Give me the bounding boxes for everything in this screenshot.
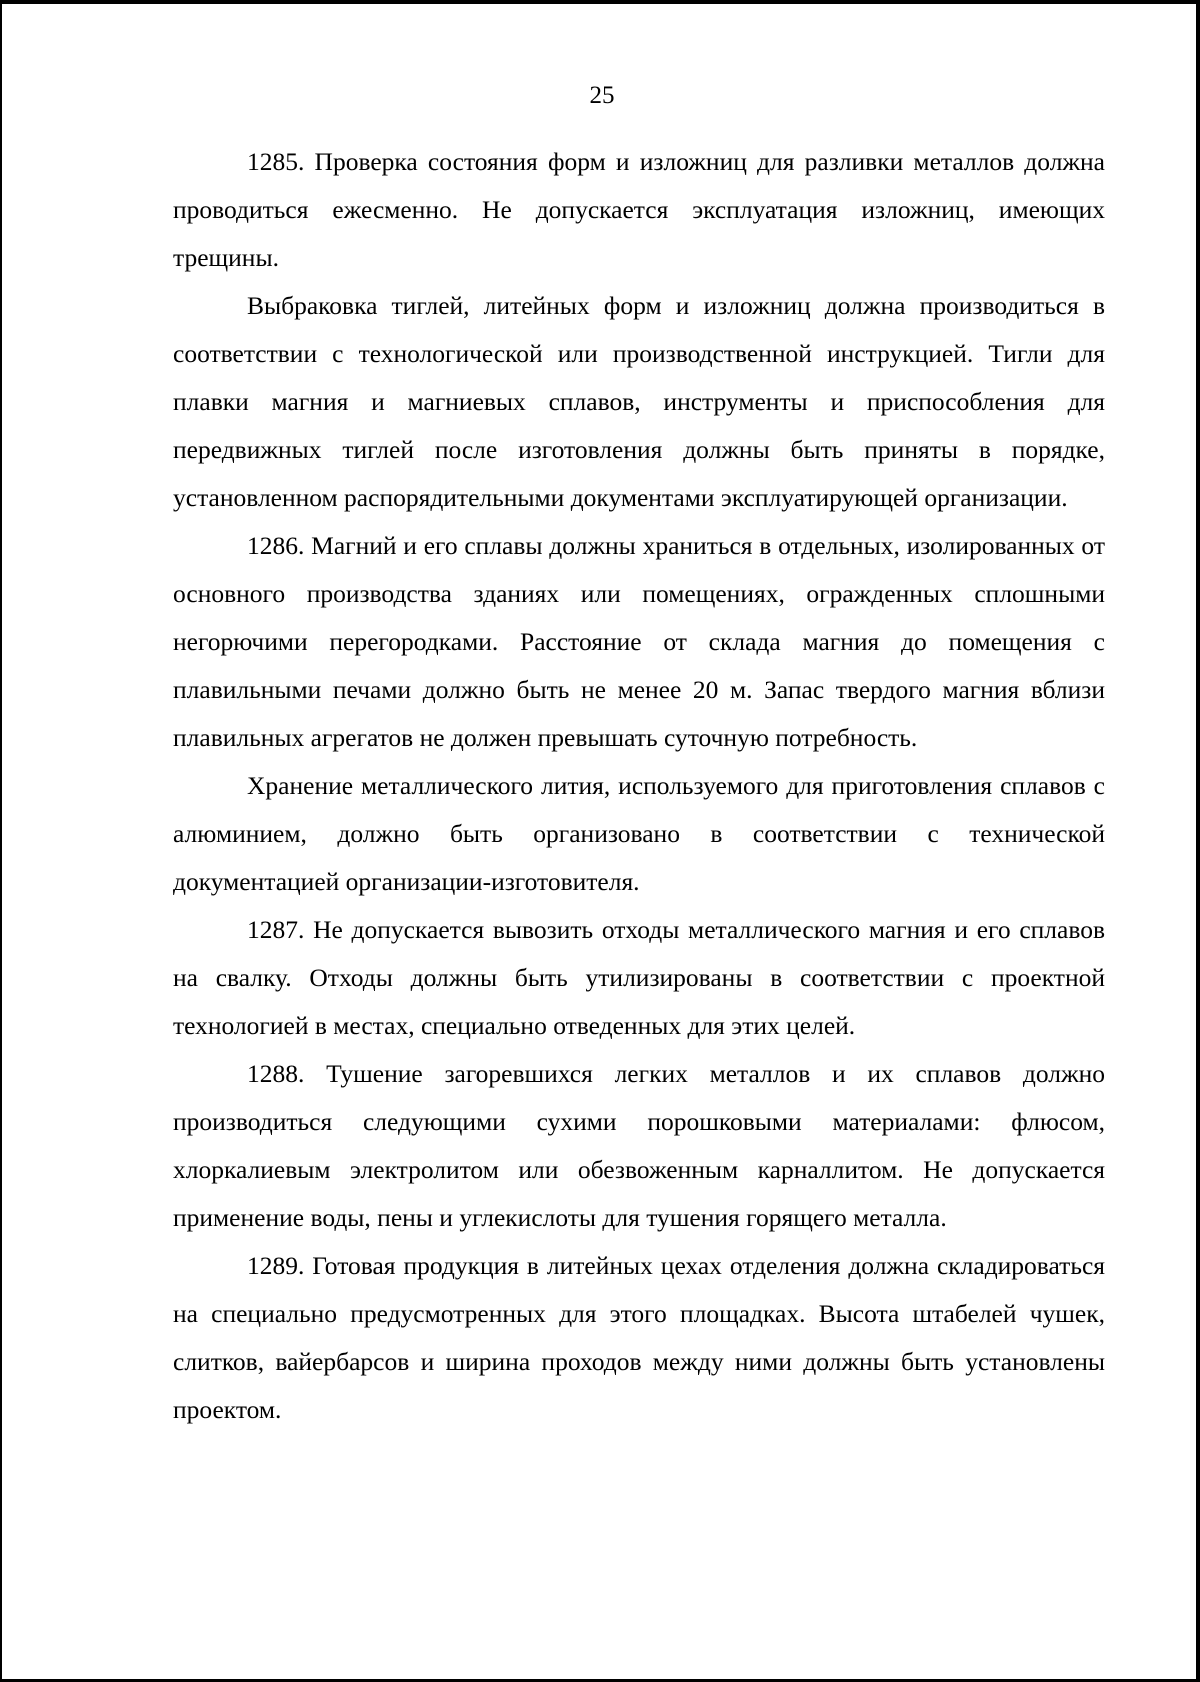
paragraph-1285: 1285. Проверка состояния форм и изложниц для разливки металлов должна проводиться ежесменно. Не допускается эксплуатация изложниц, имеющих трещины. <box>173 147 1105 272</box>
document-body <box>173 138 1105 1434</box>
paragraph-crucible-rejection: Выбраковка тиглей, литейных форм и изложниц должна производиться в соответствии с технологической или производственной инструкцией. Тигли для плавки магния и магниевых сплавов, инструменты и приспособления для передвижных тиглей после изготовления должны быть приняты в порядке, установленном распорядительными документами эксплуатирующей организации. <box>173 291 1105 512</box>
paragraph-lithium-storage: Хранение металлического лития, используемого для приготовления сплавов с алюминием, должно быть организовано в соответствии с технической документацией организации-изготовителя. <box>173 771 1105 896</box>
paragraph-1289: 1289. Готовая продукция в литейных цехах отделения должна складироваться на специально предусмотренных для этого площадках. Высота штабелей чушек, слитков, вайербарсов и ширина проходов между ними должны быть установлены проектом. <box>173 1251 1105 1424</box>
page-number: 25 <box>589 82 615 109</box>
paragraph-1287: 1287. Не допускается вывозить отходы металлического магния и его сплавов на свалку. Отходы должны быть утилизированы в соответствии с проектной технологией в местах, специально отведенных для этих целей. <box>173 915 1105 1040</box>
paragraph-1288: 1288. Тушение загоревшихся легких металлов и их сплавов должно производиться следующими сухими порошковыми материалами: флюсом, хлоркалиевым электролитом или обезвоженным карналлитом. Не допускается применение воды, пены и углекислоты для тушения горящего металла. <box>173 1059 1105 1232</box>
paragraph-1286: 1286. Магний и его сплавы должны храниться в отдельных, изолированных от основного производства зданиях или помещениях, огражденных сплошными негорючими перегородками. Расстояние от склада магния до помещения с плавильными печами должно быть не менее 20 м. Запас твердого магния вблизи плавильных агрегатов не должен превышать суточную потребность. <box>173 531 1105 752</box>
